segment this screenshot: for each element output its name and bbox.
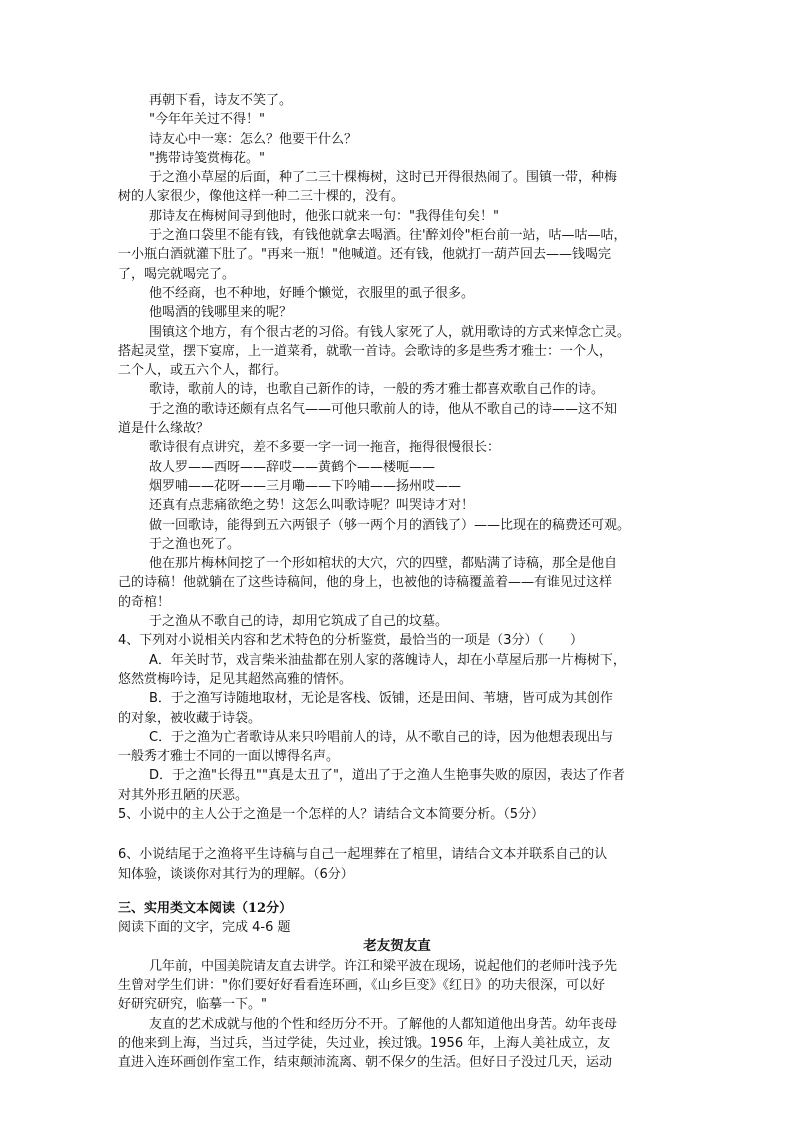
story-line: 树的人家很少，像他这样一种二三十棵的，没有。 bbox=[118, 189, 405, 205]
answer-space bbox=[118, 824, 676, 845]
story-line: 了，喝完就喝完了。 bbox=[118, 266, 236, 282]
section-heading: 三、实用类文本阅读（12分） bbox=[118, 900, 293, 916]
question-4-option-b-cont: 的对象，被收藏于诗袋。 bbox=[118, 710, 262, 726]
article-line: 几年前，中国美院请友直去讲学。许江和梁平波在现场，说起他们的老师叶浅予先 bbox=[149, 958, 618, 974]
story-line: 围镇这个地方，有个很古老的习俗。有钱人家死了人，就用歌诗的方式来悼念亡灵。 bbox=[149, 324, 631, 340]
story-line: 搭起灵堂，摆下宴席，上一道菜肴，就歌一首诗。会歌诗的多是些秀才雅士：一个人， bbox=[118, 343, 613, 359]
story-line: "携带诗笺赏梅花。" bbox=[149, 150, 265, 166]
story-line: 他不经商，也不种地，好睡个懒觉，衣服里的虱子很多。 bbox=[149, 285, 475, 301]
question-6-cont: 知体验，谈谈你对其行为的理解。（6分） bbox=[118, 866, 354, 882]
story-line: 己的诗稿！他就躺在了这些诗稿间，他的身上，也被他的诗稿覆盖着——有谁见过这样 bbox=[118, 575, 613, 591]
question-5: 5、小说中的主人公于之渔是一个怎样的人？请结合文本简要分析。（5分） bbox=[118, 806, 545, 822]
story-line: 于之渔小草屋的后面，种了二三十棵梅树，这时已开得很热闹了。围镇一带，种梅 bbox=[149, 170, 618, 186]
story-line: "今年年关过不得！" bbox=[149, 112, 265, 128]
question-4-option-d: D．于之渔"长得丑""真是太丑了"，道出了于之渔人生艳事失败的原因，表达了作者 bbox=[149, 768, 625, 784]
answer-space bbox=[118, 884, 676, 899]
article-line: 好研究研究，临摹一下。" bbox=[118, 997, 267, 1013]
poem-line: 故人罗——西呀——辞哎——黄鹤个——楼呃—— bbox=[149, 459, 436, 475]
story-line: 歌诗很有点讲究，差不多要一字一词一拖音，拖得很慢很长： bbox=[149, 440, 501, 456]
story-line: 一小瓶白酒就灌下肚了。"再来一瓶！"他喊道。还有钱，他就打一葫芦回去——钱喝完 bbox=[118, 247, 611, 263]
question-4-option-c: C．于之渔为亡者歌诗从来只吟唱前人的诗，从不歌自己的诗，因为他想表现出与 bbox=[149, 729, 614, 745]
text-column bbox=[118, 91, 676, 1073]
question-4-option-a: A．年关时节，戏言柴米油盐都在别人家的落魄诗人，却在小草屋后那一片梅树下， bbox=[149, 652, 626, 668]
story-line: 做一回歌诗，能得到五六两银子（够一两个月的酒钱了）——比现在的稿费还可观。 bbox=[149, 517, 631, 533]
question-4-option-c-cont: 一般秀才雅士不同的一面以博得名声。 bbox=[118, 749, 340, 765]
story-line: 他在那片梅林间挖了一个形如棺状的大穴，穴的四壁，都贴满了诗稿，那全是他自 bbox=[149, 556, 618, 572]
article-title: 老友贺友直 bbox=[363, 938, 431, 955]
article-line: 的他来到上海，当过兵，当过学徒，失过业，挨过饿。1956 年，上海人美社成立，友 bbox=[118, 1035, 611, 1051]
story-line: 歌诗，歌前人的诗，也歌自己新作的诗，一般的秀才雅士都喜欢歌自己作的诗。 bbox=[149, 382, 605, 398]
article-line: 友直的艺术成就与他的个性和经历分不开。了解他的人都知道他出身苦。幼年丧母 bbox=[149, 1016, 618, 1032]
story-line: 还真有点悲痛欲绝之势！这怎么叫歌诗呢？叫哭诗才对！ bbox=[149, 498, 475, 514]
question-4-option-b: B．于之渔写诗随地取材，无论是客栈、饭铺，还是田间、苇塘，皆可成为其创作 bbox=[149, 691, 613, 707]
question-4-stem: 4、下列对小说相关内容和艺术特色的分析鉴赏，最恰当的一项是（3分）（ ） bbox=[118, 633, 584, 649]
story-line: 诗友心中一寒：怎么？他要干什么？ bbox=[149, 131, 358, 147]
story-line: 于之渔也死了。 bbox=[149, 536, 241, 552]
story-line: 于之渔从不歌自己的诗，却用它筑成了自己的坟墓。 bbox=[149, 614, 449, 630]
section-instruction: 阅读下面的文字，完成 4-6 题 bbox=[118, 920, 291, 936]
question-4-option-d-cont: 对其外形丑陋的厌恶。 bbox=[118, 787, 249, 803]
article-line: 直进入连环画创作室工作，结束颠沛流离、朝不保夕的生活。但好日子没过几天，运动 bbox=[118, 1055, 613, 1071]
story-line: 于之渔口袋里不能有钱，有钱他就拿去喝酒。往'醉刘伶"柜台前一站，咕—咕—咕， bbox=[149, 228, 627, 244]
story-line: 的奇棺！ bbox=[118, 594, 171, 610]
story-line: 于之渔的歌诗还颇有点名气——可他只歌前人的诗，他从不歌自己的诗——这不知 bbox=[149, 401, 618, 417]
story-line: 二个人，或五六个人，都行。 bbox=[118, 363, 288, 379]
poem-line: 烟罗哺——花呀——三月嘞——下吟哺——扬州哎—— bbox=[149, 478, 462, 494]
story-line: 那诗友在梅树间寻到他时，他张口就来一句："我得佳句矣！" bbox=[149, 208, 499, 224]
article-line: 生曾对学生们讲："你们要好好看看连环画，《山乡巨变》《红日》的功夫很深，可以好 bbox=[118, 978, 605, 994]
story-line: 再朝下看，诗友不笑了。 bbox=[149, 93, 293, 108]
story-line: 他喝酒的钱哪里来的呢？ bbox=[149, 305, 293, 321]
question-4-option-a-cont: 悠然赏梅吟诗，足见其超然高雅的情怀。 bbox=[118, 671, 353, 687]
story-line: 道是什么缘故？ bbox=[118, 421, 210, 437]
question-6: 6、小说结尾于之渔将平生诗稿与自己一起埋葬在了棺里，请结合文本并联系自己的认 bbox=[118, 847, 608, 863]
